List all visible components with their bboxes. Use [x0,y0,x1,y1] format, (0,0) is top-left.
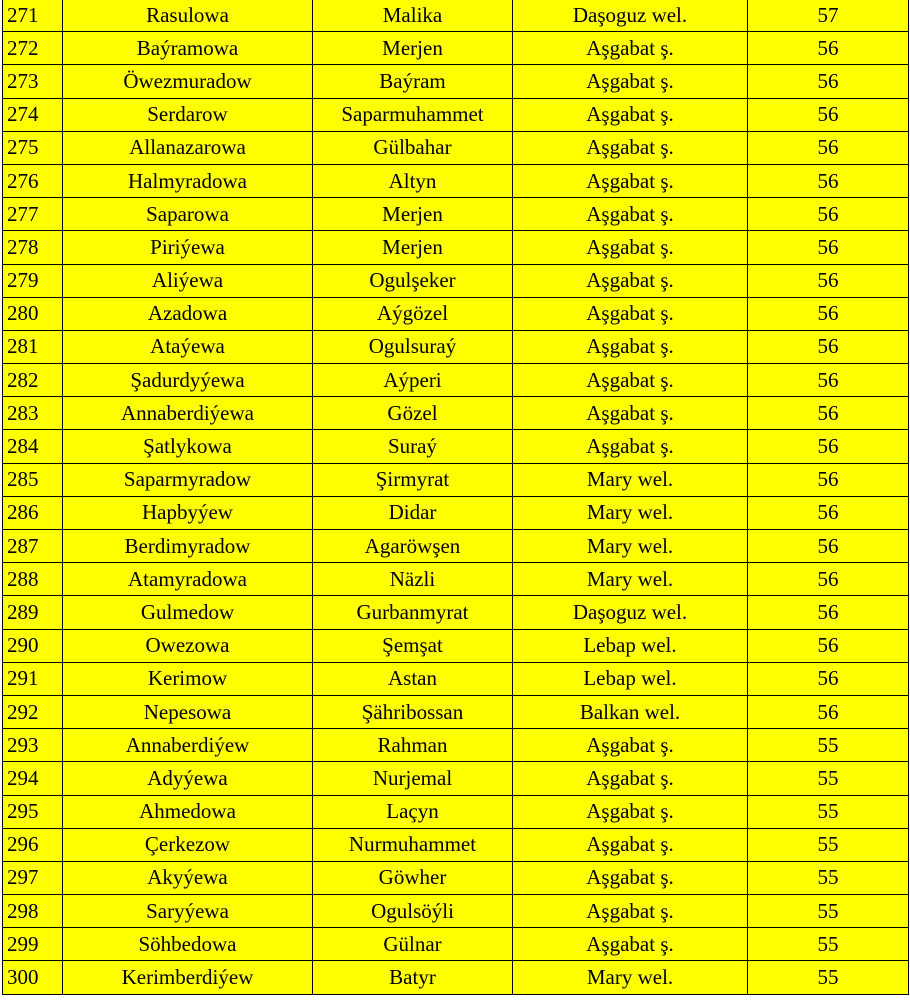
first-name-cell: Göwher [313,861,513,894]
table-row [3,795,909,828]
surname-cell: Annaberdiýew [63,729,313,762]
first-name-cell: Şirmyrat [313,463,513,496]
score-cell: 56 [748,496,909,529]
surname-cell: Owezowa [63,629,313,662]
table-row [3,463,909,496]
surname-cell: Gulmedow [63,596,313,629]
region-cell: Aşgabat ş. [513,928,748,961]
row-number-cell: 295 [3,795,63,828]
surname-cell: Şadurdyýewa [63,364,313,397]
score-cell: 57 [748,0,909,32]
score-cell: 56 [748,32,909,65]
first-name-cell: Ogulsuraý [313,330,513,363]
table-row [3,861,909,894]
first-name-cell: Altyn [313,164,513,197]
table-row [3,65,909,98]
row-number-cell: 280 [3,297,63,330]
row-number-cell: 299 [3,928,63,961]
first-name-cell: Şähribossan [313,695,513,728]
table-row [3,828,909,861]
score-cell: 56 [748,364,909,397]
surname-cell: Piriýewa [63,231,313,264]
score-cell: 56 [748,98,909,131]
score-cell: 56 [748,397,909,430]
surname-cell: Kerimberdiýew [63,961,313,994]
region-cell: Aşgabat ş. [513,32,748,65]
row-number-cell: 278 [3,231,63,264]
surname-cell: Ahmedowa [63,795,313,828]
row-number-cell: 290 [3,629,63,662]
region-cell: Aşgabat ş. [513,364,748,397]
region-cell: Aşgabat ş. [513,762,748,795]
first-name-cell: Rahman [313,729,513,762]
region-cell: Lebap wel. [513,662,748,695]
score-cell: 56 [748,463,909,496]
row-number-cell: 274 [3,98,63,131]
score-cell: 55 [748,895,909,928]
region-cell: Aşgabat ş. [513,828,748,861]
table-row [3,98,909,131]
score-cell: 56 [748,430,909,463]
first-name-cell: Laçyn [313,795,513,828]
row-number-cell: 284 [3,430,63,463]
score-cell: 56 [748,530,909,563]
surname-cell: Çerkezow [63,828,313,861]
region-cell: Aşgabat ş. [513,795,748,828]
surname-cell: Öwezmuradow [63,65,313,98]
region-cell: Aşgabat ş. [513,98,748,131]
table-row [3,496,909,529]
row-number-cell: 279 [3,264,63,297]
first-name-cell: Nurmuhammet [313,828,513,861]
surname-cell: Kerimow [63,662,313,695]
surname-cell: Azadowa [63,297,313,330]
row-number-cell: 275 [3,131,63,164]
region-cell: Mary wel. [513,530,748,563]
region-cell: Aşgabat ş. [513,330,748,363]
first-name-cell: Aýperi [313,364,513,397]
score-cell: 55 [748,762,909,795]
score-cell: 56 [748,563,909,596]
score-cell: 56 [748,264,909,297]
region-cell: Aşgabat ş. [513,231,748,264]
first-name-cell: Gözel [313,397,513,430]
region-cell: Lebap wel. [513,629,748,662]
table-row [3,729,909,762]
region-cell: Daşoguz wel. [513,596,748,629]
score-cell: 56 [748,596,909,629]
row-number-cell: 286 [3,496,63,529]
results-table-body [3,0,909,994]
first-name-cell: Agaröwşen [313,530,513,563]
surname-cell: Baýramowa [63,32,313,65]
score-cell: 56 [748,164,909,197]
region-cell: Aşgabat ş. [513,164,748,197]
first-name-cell: Didar [313,496,513,529]
surname-cell: Hapbyýew [63,496,313,529]
table-row [3,928,909,961]
region-cell: Aşgabat ş. [513,895,748,928]
region-cell: Aşgabat ş. [513,65,748,98]
surname-cell: Aliýewa [63,264,313,297]
table-row [3,563,909,596]
first-name-cell: Suraý [313,430,513,463]
table-row [3,895,909,928]
region-cell: Aşgabat ş. [513,264,748,297]
score-cell: 56 [748,131,909,164]
score-cell: 55 [748,729,909,762]
score-cell: 55 [748,828,909,861]
row-number-cell: 289 [3,596,63,629]
region-cell: Mary wel. [513,496,748,529]
first-name-cell: Gülnar [313,928,513,961]
first-name-cell: Ogulşeker [313,264,513,297]
surname-cell: Söhbedowa [63,928,313,961]
first-name-cell: Saparmuhammet [313,98,513,131]
first-name-cell: Malika [313,0,513,32]
score-cell: 55 [748,795,909,828]
row-number-cell: 297 [3,861,63,894]
first-name-cell: Merjen [313,231,513,264]
table-row [3,164,909,197]
table-row [3,530,909,563]
first-name-cell: Batyr [313,961,513,994]
row-number-cell: 293 [3,729,63,762]
region-cell: Aşgabat ş. [513,297,748,330]
score-cell: 56 [748,297,909,330]
score-cell: 55 [748,928,909,961]
row-number-cell: 283 [3,397,63,430]
surname-cell: Saryýewa [63,895,313,928]
score-cell: 56 [748,662,909,695]
region-cell: Aşgabat ş. [513,430,748,463]
table-row [3,961,909,994]
row-number-cell: 300 [3,961,63,994]
row-number-cell: 294 [3,762,63,795]
row-number-cell: 288 [3,563,63,596]
surname-cell: Ataýewa [63,330,313,363]
first-name-cell: Baýram [313,65,513,98]
region-cell: Mary wel. [513,961,748,994]
table-row [3,695,909,728]
table-row [3,330,909,363]
table-row [3,430,909,463]
row-number-cell: 292 [3,695,63,728]
score-cell: 56 [748,629,909,662]
surname-cell: Atamyradowa [63,563,313,596]
table-row [3,297,909,330]
surname-cell: Adyýewa [63,762,313,795]
region-cell: Aşgabat ş. [513,131,748,164]
row-number-cell: 281 [3,330,63,363]
table-row [3,198,909,231]
score-cell: 56 [748,330,909,363]
table-row [3,131,909,164]
row-number-cell: 276 [3,164,63,197]
row-number-cell: 273 [3,65,63,98]
table-row [3,0,909,32]
region-cell: Mary wel. [513,563,748,596]
surname-cell: Şatlykowa [63,430,313,463]
first-name-cell: Merjen [313,198,513,231]
table-row [3,762,909,795]
region-cell: Aşgabat ş. [513,861,748,894]
first-name-cell: Astan [313,662,513,695]
first-name-cell: Aýgözel [313,297,513,330]
row-number-cell: 282 [3,364,63,397]
first-name-cell: Näzli [313,563,513,596]
surname-cell: Serdarow [63,98,313,131]
surname-cell: Allanazarowa [63,131,313,164]
first-name-cell: Merjen [313,32,513,65]
table-row [3,662,909,695]
first-name-cell: Gülbahar [313,131,513,164]
surname-cell: Annaberdiýewa [63,397,313,430]
score-cell: 56 [748,198,909,231]
surname-cell: Halmyradowa [63,164,313,197]
score-cell: 56 [748,65,909,98]
score-cell: 55 [748,961,909,994]
table-row [3,364,909,397]
region-cell: Aşgabat ş. [513,729,748,762]
row-number-cell: 285 [3,463,63,496]
row-number-cell: 296 [3,828,63,861]
score-cell: 56 [748,695,909,728]
surname-cell: Akyýewa [63,861,313,894]
results-table [2,0,909,995]
region-cell: Aşgabat ş. [513,198,748,231]
row-number-cell: 287 [3,530,63,563]
region-cell: Mary wel. [513,463,748,496]
score-cell: 56 [748,231,909,264]
table-row [3,629,909,662]
surname-cell: Saparmyradow [63,463,313,496]
row-number-cell: 271 [3,0,63,32]
row-number-cell: 298 [3,895,63,928]
surname-cell: Rasulowa [63,0,313,32]
region-cell: Aşgabat ş. [513,397,748,430]
table-row [3,264,909,297]
row-number-cell: 277 [3,198,63,231]
row-number-cell: 272 [3,32,63,65]
table-row [3,596,909,629]
row-number-cell: 291 [3,662,63,695]
table-row [3,231,909,264]
table-row [3,32,909,65]
score-cell: 55 [748,861,909,894]
table-row [3,397,909,430]
first-name-cell: Ogulsöýli [313,895,513,928]
first-name-cell: Şemşat [313,629,513,662]
first-name-cell: Gurbanmyrat [313,596,513,629]
region-cell: Daşoguz wel. [513,0,748,32]
surname-cell: Nepesowa [63,695,313,728]
first-name-cell: Nurjemal [313,762,513,795]
region-cell: Balkan wel. [513,695,748,728]
surname-cell: Saparowa [63,198,313,231]
surname-cell: Berdimyradow [63,530,313,563]
